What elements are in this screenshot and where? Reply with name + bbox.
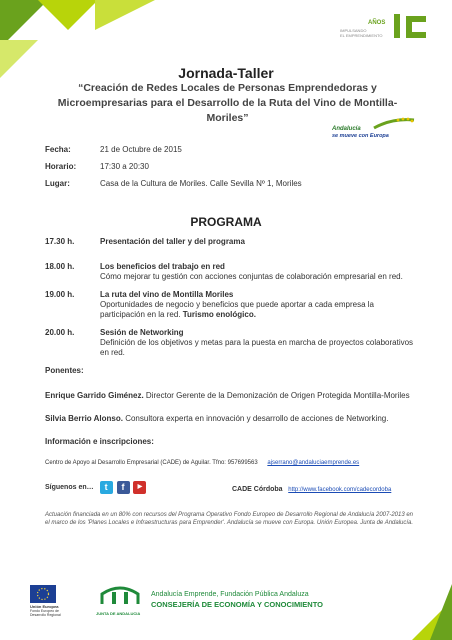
org-line-1: Andalucía Emprende, Fundación Pública Andaluza [151,591,309,598]
youtube-icon[interactable]: ▶ [133,481,146,494]
schedule-title: Los beneficios del trabajo en red [100,262,225,271]
cade-facebook-link[interactable]: http://www.facebook.com/cadecordoba [288,487,392,493]
place-value: Casa de la Cultura de Moriles. Calle Sevilla Nº 1, Moriles [100,179,302,188]
org-line-2: CONSEJERÍA DE ECONOMÍA Y CONOCIMIENTO [151,600,323,609]
schedule-time: 17.30 h. [45,237,75,246]
contact-email-link[interactable]: ajserrano@andaluciaemprende.es [267,460,360,466]
place-label: Lugar: [45,179,70,188]
time-label: Horario: [45,162,77,171]
social-label: Síguenos en… [45,484,94,491]
date-label: Fecha: [45,145,71,154]
schedule-title: La ruta del vino de Montilla Moriles [100,290,234,299]
logo-tagline-1: IMPULSANDO [340,28,367,33]
speaker-name: Enrique Garrido Giménez. [45,391,144,400]
speaker-desc: Director Gerente de la Demonización de Origen Protegida Montilla-Moriles [145,391,410,400]
schedule-desc: Definición de los objetivos y metas para la puesta en marcha de proyectos colaborativos en red. [100,338,414,357]
schedule-desc: Cómo mejorar tu gestión con acciones conjuntas de colaboración empresarial en red. [100,272,403,281]
cade-social [232,486,391,493]
eu-label-2: Fondo Europeo de Desarrollo Regional [30,609,61,617]
contact-text: Centro de Apoyo al Desarrollo Empresarial (CADE) de Aguilar. Tfno: 957699563 [45,460,258,466]
funding-disclaimer: Actuación financiada en un 80% con recursos del Programa Operativo Fondo Europeo de Desarrollo Regional de Andalucía 2007-2013 en el marco de los 'Planes Locales e Infraestructuras para Emprender'. Andalucía se mueve con Europa. Unión Europea. Junta de Andalucía. [45,512,414,526]
schedule-item [100,328,420,358]
stars-swoosh-icon [372,116,416,130]
schedule-extra: Turismo enológico. [182,310,256,319]
schedule-time: 20.00 h. [45,328,75,337]
anniversary-logo [340,8,450,44]
eu-logo [30,585,70,617]
junta-logo [96,584,146,616]
date-value: 21 de Octubre de 2015 [100,145,182,154]
cade-label: CADE Córdoba [232,486,283,493]
logo-anos: AÑOS [368,20,386,26]
schedule-item [100,237,420,247]
schedule-time: 19.00 h. [45,290,75,299]
speaker-desc: Consultora experta en innovación y desarrollo de acciones de Networking. [125,414,389,423]
logo-tagline-2: EL EMPRENDIMIENTO [340,33,383,38]
junta-label: JUNTA DE ANDALUCIA [96,611,141,616]
logo-mark-icon [392,10,430,42]
andalucia-label: Andalucía [332,126,361,132]
schedule-title: Sesión de Networking [100,328,184,337]
facebook-icon[interactable]: f [117,481,130,494]
organization-footer [151,591,323,609]
event-subtitle: “Creación de Redes Locales de Personas Emprendedoras y Microempresarias para el Desarrollo de la Ruta del Vino de Montilla-Moriles” [57,82,398,124]
speaker-1 [45,391,415,401]
schedule-time: 18.00 h. [45,262,75,271]
social-bar [45,481,148,497]
eu-label-1: Unión Europea [30,604,59,609]
twitter-icon[interactable]: t [100,481,113,494]
programa-heading: PROGRAMA [190,215,262,229]
speaker-2 [45,414,415,424]
schedule-desc: Oportunidades de negocio y beneficios que puede aportar a cada empresa la participación en la red. [100,300,374,319]
time-value: 17:30 a 20:30 [100,162,149,171]
schedule-title: Presentación del taller y del programa [100,237,245,246]
info-heading: Información e inscripciones: [45,437,154,446]
speaker-name: Silvia Berrio Alonso. [45,414,123,423]
contact-info [45,460,425,466]
eu-flag-icon [30,585,56,603]
junta-arch-icon [96,584,144,606]
page-title: Jornada-Taller [178,65,274,81]
speakers-heading: Ponentes: [45,366,84,375]
schedule-item [100,262,420,282]
schedule-item [100,290,420,320]
andalucia-europa-logo [328,116,418,146]
europa-label: se mueve con Europa [332,133,389,139]
